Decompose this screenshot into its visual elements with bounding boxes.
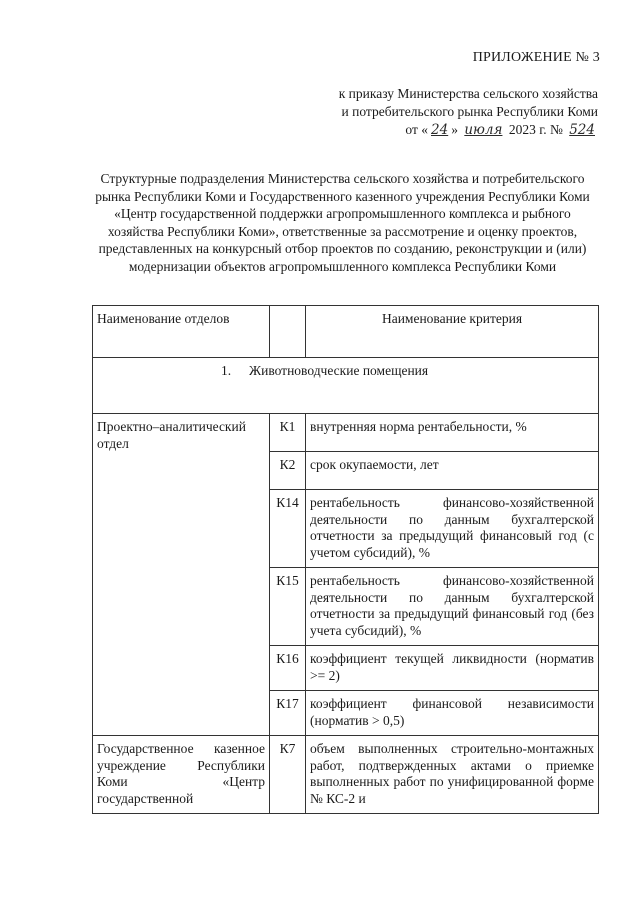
criterion-text: внутренняя норма рентабельности, %	[306, 414, 599, 452]
criterion-text: рентабельность финансово-хозяйственной деятельности по данным бухгалтерской отчетности за предыдущий финансовый год (без учета субсидий), %	[306, 568, 599, 646]
document-title: Структурные подразделения Министерства сельского хозяйства и потребительского рынка Республики Коми и Государственного казенного учреждения Республики Коми «Центр государственной поддержки агропромышленного комплекса и рыбного хозяйства Республики Коми», ответственные за рассмотрение и оценку проектов, представленных на конкурсный отбор проектов по созданию, реконструкции и (или) модернизации объектов агропромышленного комплекса Республики Коми	[95, 171, 590, 274]
table-row	[93, 414, 599, 452]
criterion-code: К7	[270, 736, 306, 814]
table-header-row	[93, 306, 599, 358]
section-name: Животноводческие помещения	[249, 363, 429, 378]
date-prefix: от «	[405, 122, 428, 137]
section-cell	[93, 358, 599, 414]
header-code	[270, 306, 306, 358]
order-number-handwritten: 524	[569, 122, 595, 138]
criterion-code: К17	[270, 691, 306, 736]
criterion-text: срок окупаемости, лет	[306, 452, 599, 490]
date-mid: »	[451, 122, 458, 137]
section-number: 1.	[221, 363, 232, 378]
order-date-line	[339, 121, 598, 139]
date-year: 2023 г. №	[508, 122, 563, 137]
appendix-title: ПРИЛОЖЕНИЕ № 3	[472, 50, 600, 65]
order-reference	[339, 85, 598, 139]
criterion-text: объем выполненных строительно-монтажных работ, подтвержденных актами о приемке выполненных работ по унифицированной форме № КС-2 и	[306, 736, 599, 814]
dept-gku-center: Государственное казенное учреждение Республики Коми «Центр государственной	[93, 736, 270, 814]
criterion-code: К1	[270, 414, 306, 452]
dept-analytics: Проектно–аналитический отдел	[93, 414, 270, 736]
date-month-handwritten: июля	[464, 122, 503, 138]
criterion-code: К15	[270, 568, 306, 646]
date-day-handwritten: 24	[431, 122, 449, 138]
table-row	[93, 736, 599, 814]
section-row	[93, 358, 599, 414]
criteria-table	[92, 305, 599, 814]
order-ref-line1: к приказу Министерства сельского хозяйства	[338, 86, 598, 101]
criterion-text: рентабельность финансово-хозяйственной деятельности по данным бухгалтерской отчетности за предыдущий финансовый год (с учетом субсидий), %	[306, 490, 599, 568]
criterion-code: К14	[270, 490, 306, 568]
criterion-code: К16	[270, 646, 306, 691]
criterion-code: К2	[270, 452, 306, 490]
header-departments: Наименование отделов	[93, 306, 270, 358]
criterion-text: коэффициент финансовой независимости (норматив > 0,5)	[306, 691, 599, 736]
order-ref-line2: и потребительского рынка Республики Коми	[341, 104, 598, 119]
header-criteria: Наименование критерия	[306, 306, 599, 358]
criterion-text: коэффициент текущей ликвидности (норматив >= 2)	[306, 646, 599, 691]
